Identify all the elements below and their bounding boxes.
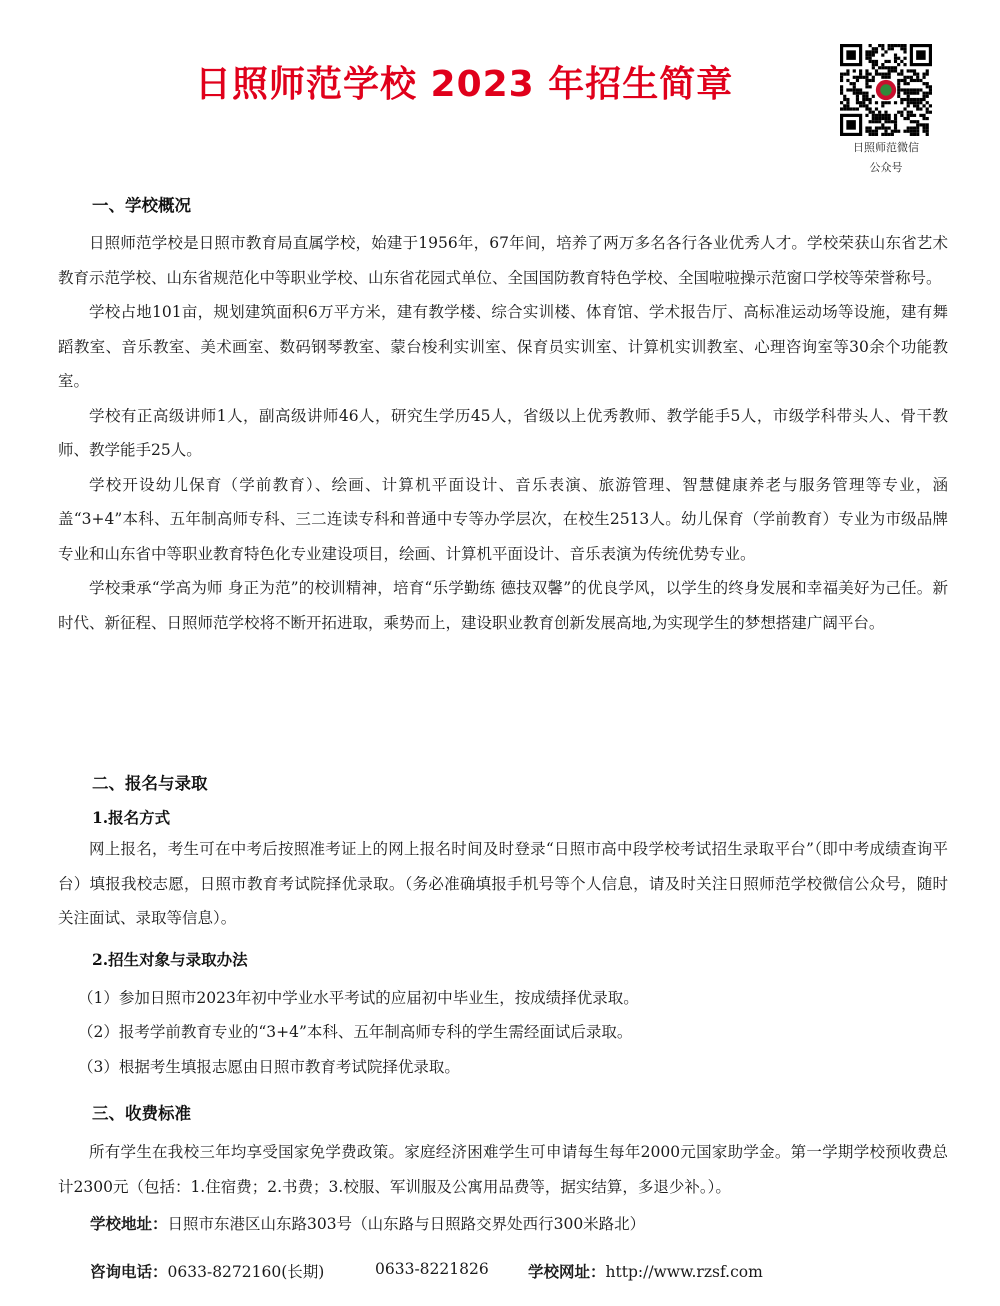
- section2-sub1-body: [58, 832, 948, 936]
- phone-number-2[interactable]: 0633-8221826: [375, 1260, 489, 1278]
- wechat-qr-block: [838, 44, 934, 178]
- section3-body: [58, 1135, 948, 1204]
- admission-rule-item: （3）根据考生填报志愿由日照市教育考试院择优录取。: [78, 1058, 460, 1076]
- section3-heading: 三、收费标准: [92, 1104, 191, 1123]
- section1-paragraph: 学校秉承“学高为师 身正为范”的校训精神，培育“乐学勤练 德技双馨”的优良学风，以学生的终身发展和幸福美好为己任。新时代、新征程、日照师范学校将不断开拓进取，乘势而上，建设职业教育创新发展高地,为实现学生的梦想搭建广阔平台。: [58, 579, 948, 632]
- admission-rule-item: （1）参加日照市2023年初中学业水平考试的应届初中毕业生，按成绩择优录取。: [78, 989, 639, 1007]
- section1-body: [58, 226, 948, 640]
- section2-sub1-heading: 1.报名方式: [92, 808, 171, 827]
- qr-caption-line1: 日照师范微信: [853, 141, 919, 154]
- website-link[interactable]: http://www.rzsf.com: [605, 1263, 763, 1281]
- section1-heading: 一、学校概况: [92, 196, 191, 215]
- phone-number-1[interactable]: 0633-8272160(长期): [167, 1263, 325, 1281]
- section1-paragraph: 日照师范学校是日照市教育局直属学校，始建于1956年，67年间，培养了两万多名各行各业优秀人才。学校荣获山东省艺术教育示范学校、山东省规范化中等职业学校、山东省花园式单位、全国国防教育特色学校、全国啦啦操示范窗口学校等荣誉称号。: [58, 234, 948, 287]
- registration-method-text: 网上报名，考生可在中考后按照准考证上的网上报名时间及时登录“日照市高中段学校考试招生录取平台”（即中考成绩查询平台）填报我校志愿，日照市教育考试院择优录取。（务必准确填报手机号等个人信息，请及时关注日照师范学校微信公众号，随时关注面试、录取等信息）。: [58, 840, 948, 927]
- section1-paragraph: 学校占地101亩，规划建筑面积6万平方米，建有教学楼、综合实训楼、体育馆、学术报告厅、高标准运动场等设施，建有舞蹈教室、音乐教室、美术画室、数码钢琴教室、蒙台梭利实训室、保育员实训室、计算机实训教室、心理咨询室等30余个功能教室。: [58, 303, 948, 390]
- section1-paragraph: 学校有正高级讲师1人，副高级讲师46人，研究生学历45人，省级以上优秀教师、教学能手5人，市级学科带头人、骨干教师、教学能手25人。: [58, 406, 948, 459]
- address-line: [90, 1212, 645, 1234]
- address-value: 日照市东港区山东路303号（山东路与日照路交界处西行300米路北）: [167, 1215, 646, 1233]
- section1-paragraph: 学校开设幼儿保育（学前教育）、绘画、计算机平面设计、音乐表演、旅游管理、智慧健康养老与服务管理等专业，涵盖“3+4”本科、五年制高师专科、三二连读专科和普通中专等办学层次，在校生2513人。幼儿保育（学前教育）专业为市级品牌专业和山东省中等职业教育特色化专业建设项目，绘画、计算机平面设计、音乐表演为传统优势专业。: [58, 475, 948, 563]
- qr-caption-line2: 公众号: [869, 161, 903, 174]
- phone-label: 咨询电话：: [90, 1263, 168, 1281]
- section2-sub2-heading: 2.招生对象与录取办法: [92, 950, 248, 969]
- admission-rule-item: （2）报考学前教育专业的“3+4”本科、五年制高师专科的学生需经面试后录取。: [78, 1023, 633, 1041]
- page-title: 日照师范学校 2023 年招生简章: [195, 64, 734, 105]
- fee-text: 所有学生在我校三年均享受国家免学费政策。家庭经济困难学生可申请每生每年2000元国家助学金。第一学期学校预收费总计2300元（包括：1.住宿费；2.书费；3.校服、军训服及公寓用品费等，据实结算，多退少补。）。: [58, 1143, 948, 1196]
- website-label: 学校网址：: [528, 1263, 606, 1281]
- website-line: [528, 1260, 763, 1282]
- phone-line: [90, 1260, 324, 1282]
- address-label: 学校地址：: [90, 1215, 168, 1233]
- wechat-qr-code-icon[interactable]: [840, 44, 932, 136]
- section2-heading: 二、报名与录取: [92, 774, 208, 793]
